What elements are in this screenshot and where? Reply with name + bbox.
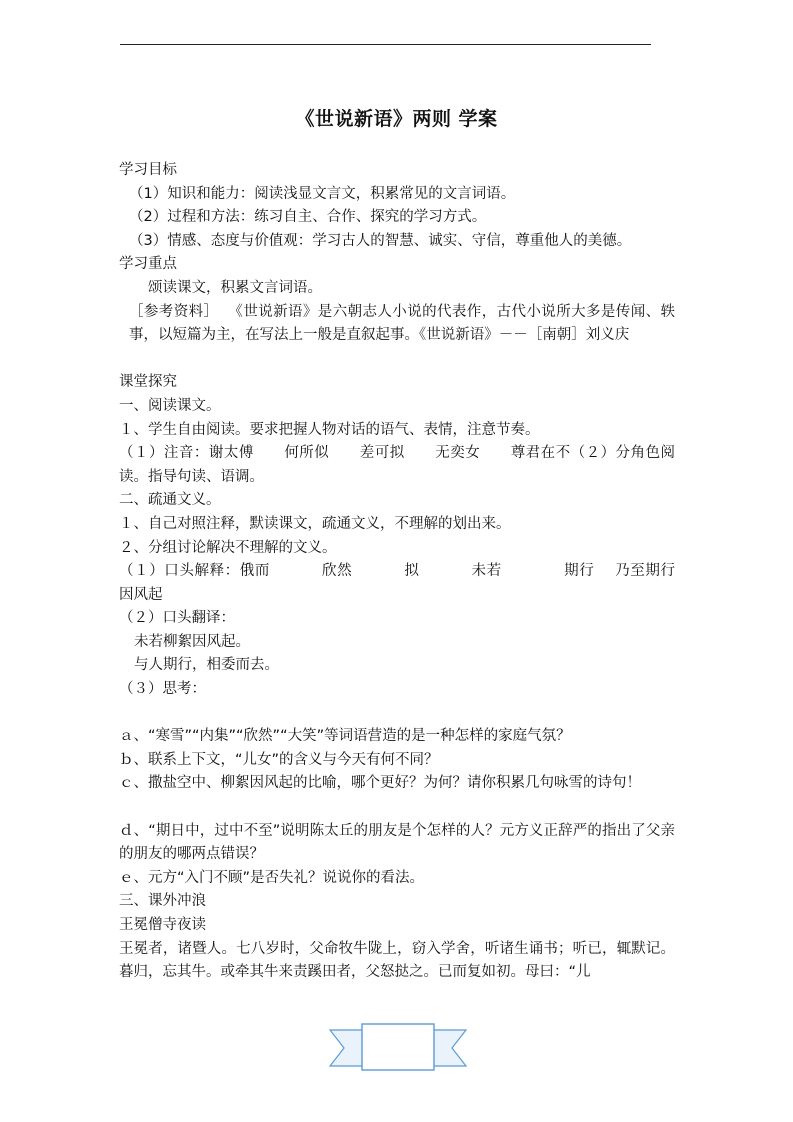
question-paragraph: ｄ、“期日中，过中不至”说明陈太丘的朋友是个怎样的人？元方义正辞严的指出了父亲的朋友的哪两点错误？ (119, 822, 675, 863)
blank-line (119, 702, 675, 726)
paragraph-line: （３）思考： (119, 681, 206, 698)
document-body (119, 159, 722, 985)
key-point-line: 颂读课文，积累文言词语。 (148, 279, 322, 296)
question-line: ｂ、联系上下文，“儿女”的含义与今天有何不同？ (119, 751, 439, 768)
blank-line (119, 796, 675, 820)
pronunciation-paragraph: （１）注音：谢太傅 何所似 差可拟 无奕女 尊君在不（２）分角色阅读。指导句读、语调。 (119, 445, 675, 485)
paragraph-line: １、自己对照注释，默读课文，疏通文义，不理解的划出来。 (119, 515, 511, 532)
story-title: 王冕僧寺夜读 (119, 917, 206, 933)
paragraph-line: ２、分组讨论解决不理解的文义。 (119, 539, 337, 556)
story-paragraph: 王冕者，诸暨人。七八岁时，父命牧牛陇上，窃入学舍，听诸生诵书；听已，辄默记。暮归，忘其牛。或牵其牛来责蹊田者，父怒挞之。已而复如初。母曰：“儿 (119, 940, 675, 981)
heading-key-points: 学习重点 (119, 256, 177, 273)
blank-line (119, 348, 675, 372)
translation-line: 未若柳絮因风起。 (134, 633, 250, 650)
question-line: ａ、“寒雪”“内集”“欣然”“大笑”等词语营造的是一种怎样的家庭气氛？ (119, 728, 571, 745)
question-line: ｅ、元方“入门不顾”是否失礼？说说你的看法。 (119, 869, 425, 886)
section-heading: 一、阅读课文。 (119, 397, 221, 414)
explanation-paragraph: （１）口头解释：俄而 欣然 拟 未若 期行 乃至期行 因风起 (119, 563, 722, 603)
paragraph-line: １、学生自由阅读。要求把握人物对话的语气、表情，注意节奏。 (119, 421, 540, 438)
section-heading: 三、课外冲浪 (119, 893, 206, 910)
reference-paragraph: ［参考资料］ 《世说新语》是六朝志人小说的代表作，古代小说所大多是传闻、轶事，以短篇为主，在写法上一般是直叙起事。《世说新语》－－［南朝］刘义庆 (129, 303, 675, 344)
heading-class-inquiry: 课堂探究 (119, 374, 177, 391)
header-rule (120, 44, 651, 45)
ribbon-banner-decoration (328, 1022, 468, 1072)
page-title: 《世说新语》两则 学案 (295, 108, 498, 130)
goal-line: （1）知识和能力：阅读浅显文言文，积累常见的文言词语。 (129, 185, 516, 202)
goal-line: （3）情感、态度与价值观：学习古人的智慧、诚实、守信，尊重他人的美德。 (129, 232, 632, 249)
paragraph-line: （２）口头翻译： (119, 610, 235, 627)
goal-line: （2）过程和方法：练习自主、合作、探究的学习方式。 (129, 209, 487, 226)
translation-line: 与人期行，相委而去。 (134, 657, 279, 674)
question-line: ｃ、撒盐空中、柳絮因风起的比喻，哪个更好？为何？请你积累几句咏雪的诗句！ (119, 775, 641, 792)
section-heading: 二、疏通文义。 (119, 492, 221, 509)
heading-learning-goals: 学习目标 (119, 162, 177, 178)
